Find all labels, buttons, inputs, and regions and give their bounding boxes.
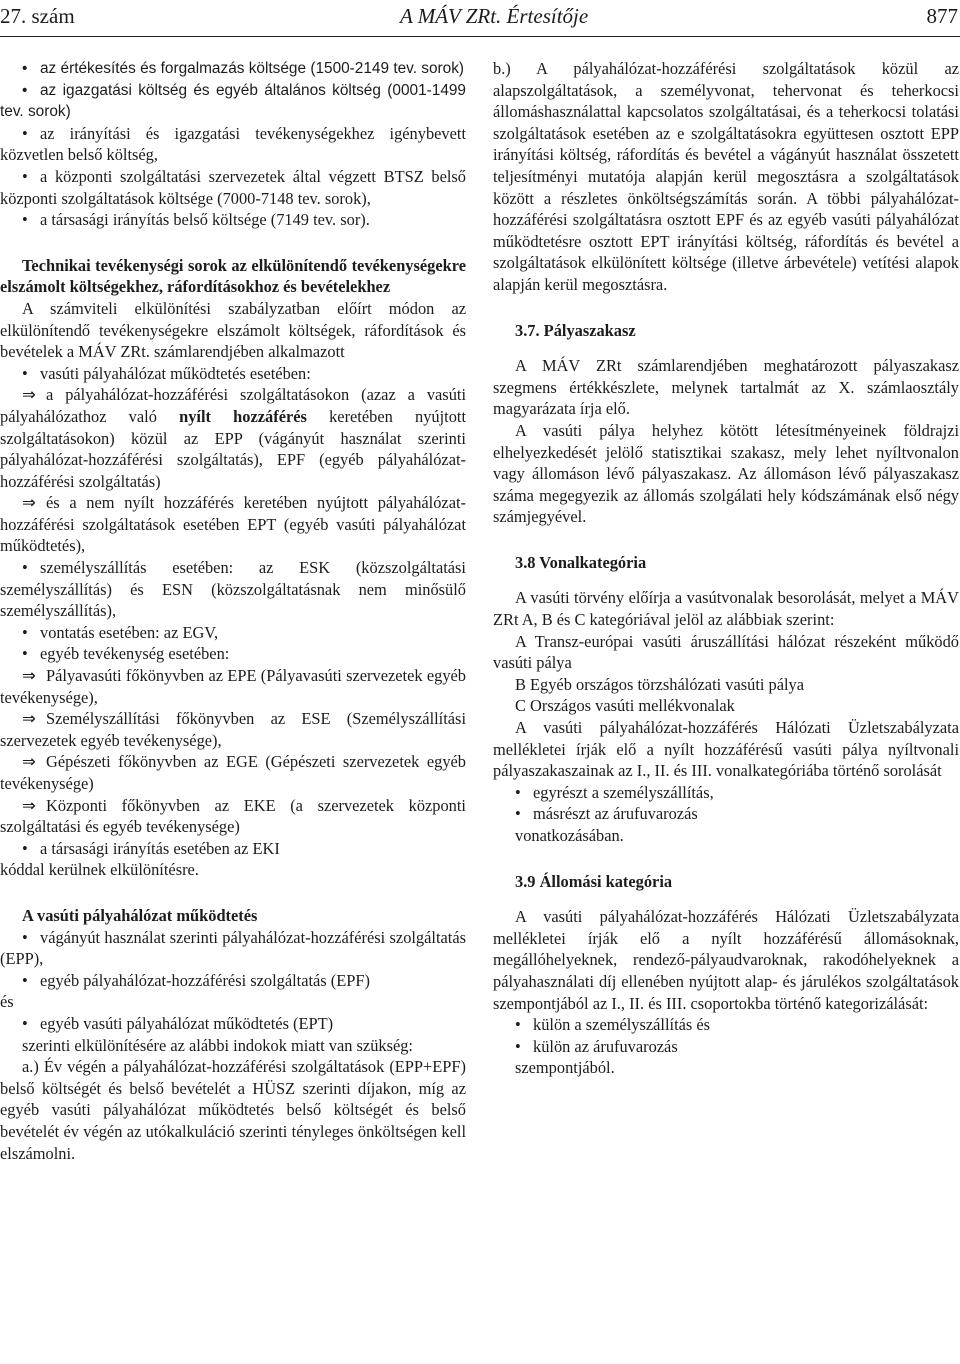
paragraph: és xyxy=(0,992,14,1012)
bullet-icon: • xyxy=(515,1015,521,1035)
list-item-text: a társasági irányítás belső költsége (7149 tev. sor). xyxy=(40,210,370,230)
arrow-item xyxy=(0,492,466,557)
bullet-icon: • xyxy=(22,558,28,578)
list-item-text: egyéb vasúti pályahálózat működtetés (EPT) xyxy=(40,1013,334,1033)
section-heading: 3.9 Állomási kategória xyxy=(515,871,673,891)
emphasis-text: nyílt hozzáférés xyxy=(179,406,307,426)
list-item-text: vasúti pályahálózat működtetés esetében: xyxy=(40,363,311,383)
bullet-icon: • xyxy=(515,1036,521,1056)
list-item-text: egyéb tevékenység esetében: xyxy=(40,644,230,664)
arrow-icon: ⇒ xyxy=(22,752,36,772)
paragraph: szerinti elkülönítésére az alábbi indokok miatt van szükség: xyxy=(22,1035,413,1055)
publication-title: A MÁV ZRt. Értesítője xyxy=(400,4,589,28)
arrow-item-text: a pályahálózat-hozzáférési szolgáltatásokon (azaz a vasúti pályahálózathoz való xyxy=(0,385,466,426)
section-heading: Technikai tevékenységi sorok az elkülönítendő tevékenységekre elszámolt költségekhez, ráfordításokhoz és bevételekhez xyxy=(0,255,466,297)
list-item xyxy=(493,803,959,825)
list-item xyxy=(0,927,466,970)
list-item-text: vágányút használat szerinti pályahálózat-hozzáférési szolgáltatás (EPP), xyxy=(0,927,466,969)
arrow-item-text: Pályavasúti főkönyvben az EPE (Pályavasúti szervezetek egyéb tevékenysége), xyxy=(0,666,466,707)
list-item xyxy=(0,970,466,992)
paragraph: A vasúti pályahálózat-hozzáférés Hálózati Üzletszabályzata mellékletei írják elő a nyílt hozzáférésű állomásoknak, megállóhelyeknek, rendező-pályaudvaroknak, rakodóhelyeknek a pályahasználati díj ellenében nyújtott alap- és járulékos szolgáltatások szempontjából az I., II. és III. csoportokba történő kategorizálását: xyxy=(493,907,959,1013)
paragraph: A vasúti pályahálózat-hozzáférés Hálózati Üzletszabályzata mellékletei írják elő a nyílt hozzáférésű vasúti pálya nyíltvonali pályaszakaszainak az I., II. és III. vonalkategóriába történő sorolását xyxy=(493,718,959,781)
page-number: 877 xyxy=(926,4,958,28)
bullet-icon: • xyxy=(22,210,28,230)
bullet-icon: • xyxy=(22,838,28,858)
left-column xyxy=(0,58,466,1164)
arrow-item-text: Gépészeti főkönyvben az EGE (Gépészeti szervezetek egyéb tevékenysége) xyxy=(0,752,466,793)
paragraph: C Országos vasúti mellékvonalak xyxy=(515,696,735,716)
list-item xyxy=(0,838,466,860)
list-item xyxy=(0,123,466,166)
list-item xyxy=(0,58,466,80)
list-item-text: egyrészt a személyszállítás, xyxy=(533,782,714,802)
list-item xyxy=(0,1013,466,1035)
bullet-icon: • xyxy=(515,804,521,824)
arrow-icon: ⇒ xyxy=(22,795,36,815)
list-item xyxy=(0,557,466,622)
arrow-item xyxy=(0,751,466,794)
header-rule xyxy=(0,36,960,37)
bullet-icon: • xyxy=(22,622,28,642)
arrow-item xyxy=(0,384,466,492)
bullet-icon: • xyxy=(22,363,28,383)
bullet-icon: • xyxy=(22,927,28,947)
arrow-icon: ⇒ xyxy=(22,385,36,405)
list-item xyxy=(0,166,466,209)
issue-number: 27. szám xyxy=(0,4,75,28)
paragraph: a.) Év végén a pályahálózat-hozzáférési szolgáltatások (EPP+EPF) belső költségét és belső bevételét a HÜSZ szerinti díjakon, míg az egyéb vasúti pályahálózat működtetés belső költségét és belső bevételét év végén az utókalkuláció szerinti tényleges önköltségen kell elszámolni. xyxy=(0,1057,466,1163)
list-item xyxy=(0,209,466,231)
arrow-item xyxy=(0,665,466,708)
paragraph: A Transz-európai vasúti áruszállítási hálózat részeként működő vasúti pálya xyxy=(493,631,959,673)
arrow-item-text-cont: keretében nyújtott szolgáltatásokon) közül az EPP (vágányút használat szerinti pályahálózat-hozzáférési szolgáltatás), EPF (egyéb pályahálózat-hozzáférési szolgáltatás) xyxy=(0,406,466,491)
list-item xyxy=(0,643,466,665)
paragraph: vonatkozásában. xyxy=(515,826,624,845)
list-item xyxy=(0,622,466,644)
paragraph: szempontjából. xyxy=(515,1058,615,1078)
list-item-text: személyszállítás esetében: az ESK (közszolgáltatási személyszállítás) és ESN (közszolgáltatásnak nem minősülő személyszállítás), xyxy=(0,558,466,621)
arrow-item-text: Személyszállítási főkönyvben az ESE (Személyszállítási szervezetek egyéb tevékenysége), xyxy=(0,709,466,750)
paragraph: A MÁV ZRt számlarendjében meghatározott pályaszakasz szegmens értékkészlete, melynek tartalmát az X. számlaosztály magyarázata írja elő. xyxy=(493,356,959,419)
arrow-item-text: és a nem nyílt hozzáférés keretében nyújtott pályahálózat-hozzáférési szolgáltatások esetében EPT (egyéb vasúti pályahálózat működtetés), xyxy=(0,493,466,556)
list-item-text: az irányítási és igazgatási tevékenységekhez igénybevett közvetlen belső költség, xyxy=(0,123,466,165)
bullet-icon: • xyxy=(22,970,28,990)
bullet-icon: • xyxy=(22,166,28,186)
arrow-icon: ⇒ xyxy=(22,709,36,729)
bullet-icon: • xyxy=(22,123,28,143)
paragraph: b.) A pályahálózat-hozzáférési szolgáltatások közül az alapszolgáltatások, a személyvonat, tehervonat és teherkocsi állomáshasználattal kapcsolatos szolgáltatásai, és a teherkocsi tolatási szolgáltatások esetében az e szolgáltatásokra együttesen osztott EPP irányítási költség, ráfordítás és bevétel a vágányút használat összetett teljesítményi mutatója alapján kerül megosztásra a szolgáltatások között a részletes önköltségszámítás során. A többi pályahálózat-hozzáférési szolgáltatásra osztott EPF és az egyéb vasúti pályahálózat működtetésre osztott EPT irányítási költség, ráfordítás és bevétel a szolgáltatások elkülönített költsége (illetve árbevétele) vetítési alapok alapján kerül megosztásra. xyxy=(493,59,959,294)
list-item xyxy=(0,363,466,385)
paragraph: B Egyéb országos törzshálózati vasúti pálya xyxy=(515,674,805,694)
list-item-text: külön a személyszállítás és xyxy=(533,1015,711,1035)
paragraph: A számviteli elkülönítési szabályzatban előírt módon az elkülönítendő tevékenységekre elszámolt költségek, ráfordítások és bevételek a MÁV ZRt. számlarendjében alkalmazott xyxy=(0,298,466,362)
list-item-text: vontatás esetében: az EGV, xyxy=(40,622,219,642)
list-item-text: másrészt az árufuvarozás xyxy=(533,804,698,824)
list-item-text: a központi szolgáltatási szervezetek által végzett BTSZ belső központi szolgáltatások költsége (7000-7148 tev. sorok), xyxy=(0,166,466,208)
right-column xyxy=(493,58,959,1079)
bullet-icon: • xyxy=(515,782,521,802)
bullet-icon: • xyxy=(22,644,28,664)
list-item-text: külön az árufuvarozás xyxy=(533,1036,678,1056)
list-item xyxy=(493,1014,959,1036)
bullet-icon: • xyxy=(22,60,28,77)
paragraph: A vasúti pálya helyhez kötött létesítményeinek földrajzi elhelyezkedését jelölő statisztikai szakasz, mely lehet nyíltvonalon vagy állomáson lévő pályaszakasz. Az állomáson lévő pályaszakasz száma megegyezik az állomás szolgálati hely kódszámának első négy számjegyével. xyxy=(493,420,959,527)
arrow-icon: ⇒ xyxy=(22,493,36,513)
list-item-text: egyéb pályahálózat-hozzáférési szolgáltatás (EPF) xyxy=(40,970,370,990)
list-item xyxy=(493,1036,959,1058)
list-item-text: az értékesítés és forgalmazás költsége (1500-2149 tev. sorok) xyxy=(40,60,465,77)
list-item xyxy=(0,80,466,123)
arrow-icon: ⇒ xyxy=(22,666,36,686)
bullet-icon: • xyxy=(22,1013,28,1033)
paragraph: A vasúti törvény előírja a vasútvonalak besorolását, melyet a MÁV ZRt A, B és C kategóriával jelöl az alábbiak szerint: xyxy=(493,588,959,630)
list-item xyxy=(493,782,959,804)
arrow-item-text: Központi főkönyvben az EKE (a szervezetek központi szolgáltatási és egyéb tevékenysége) xyxy=(0,795,466,837)
list-item-text: az igazgatási költség és egyéb általános költség (0001-1499 tev. sorok) xyxy=(0,81,466,121)
arrow-item xyxy=(0,708,466,751)
section-heading: 3.8 Vonalkategória xyxy=(515,552,647,572)
list-item-text: a társasági irányítás esetében az EKI xyxy=(40,838,280,858)
arrow-item xyxy=(0,795,466,838)
bullet-icon: • xyxy=(22,81,28,99)
page-header xyxy=(0,0,960,36)
section-heading: A vasúti pályahálózat működtetés xyxy=(22,905,258,925)
paragraph: kóddal kerülnek elkülönítésre. xyxy=(0,860,199,880)
section-heading: 3.7. Pályaszakasz xyxy=(515,320,636,340)
